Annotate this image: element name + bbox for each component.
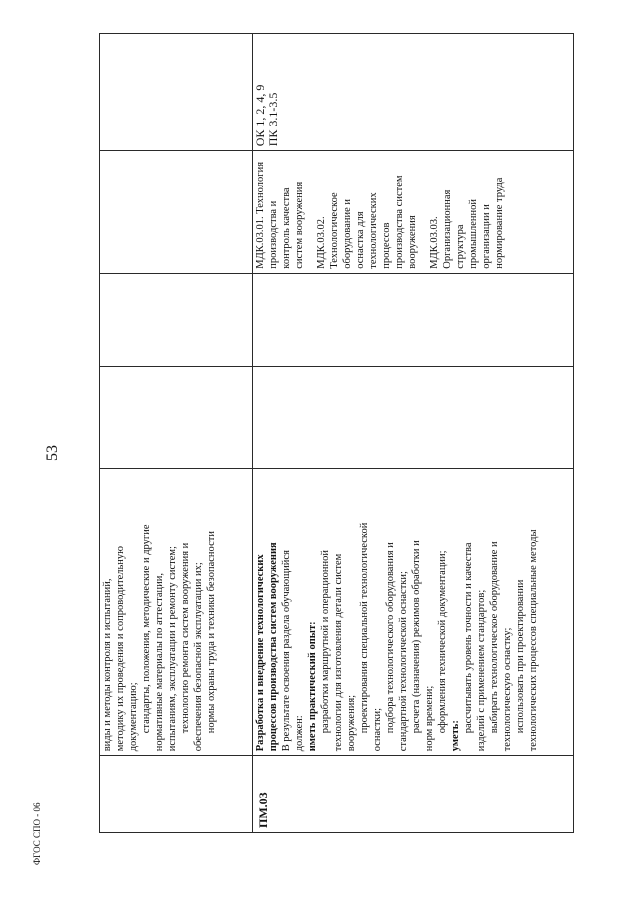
mdk-line: МДК.03.03. <box>429 216 440 269</box>
content-line: использовать при проектировании <box>515 579 526 734</box>
empty-cell <box>253 367 574 468</box>
content-cell <box>100 468 253 756</box>
mdk-cell <box>100 151 253 274</box>
mdk-line: Организационная <box>442 189 453 269</box>
mdk-line: систем вооружения <box>294 181 305 269</box>
content-line: изделий с применением стандартов; <box>476 589 487 752</box>
mdk-line: процессов <box>381 222 392 269</box>
mdk-line: промышленной <box>468 199 479 269</box>
mdk-line: контроль качества <box>281 187 292 269</box>
footer-code: ФГОС СПО - 06 <box>32 802 42 865</box>
module-title-line: процессов производства систем вооружения <box>268 542 279 752</box>
mdk-line: оснастка для <box>355 211 366 269</box>
empty-cell <box>100 273 253 367</box>
code-cell <box>100 756 253 833</box>
competence-cell <box>100 34 253 151</box>
table-row <box>253 34 574 833</box>
competence-cell <box>253 34 574 151</box>
content-line: виды и методы контроля и испытаний, <box>102 578 113 752</box>
content-line: рассчитывать уровень точности и качества <box>463 542 474 734</box>
content-line: стандартной технологической оснастки; <box>398 571 409 752</box>
content-line: документацию; <box>128 682 139 752</box>
content-heading: уметь: <box>450 720 461 752</box>
mdk-line: оборудование и <box>342 198 353 269</box>
mdk-line: структура <box>455 224 466 269</box>
content-line: должен: <box>294 715 305 752</box>
content-line: испытаниям, эксплуатации и ремонту систем; <box>167 546 178 752</box>
empty-cell <box>253 273 574 367</box>
content-line: расчета (назначения) режимов обработки и <box>411 540 422 734</box>
mdk-cell <box>253 151 574 274</box>
mdk-line: Технологическое <box>329 192 340 269</box>
curriculum-table <box>99 33 573 833</box>
content-line: технологию ремонта систем вооружения и <box>180 542 191 734</box>
mdk-line: нормирование труда <box>494 177 505 269</box>
competence-line: ОК 1, 2, 4, 9 <box>253 84 267 147</box>
content-line: нормы охраны труда и техники безопасности <box>206 531 217 734</box>
content-line: выбирать технологическое оборудование и <box>489 541 500 734</box>
empty-cell <box>100 367 253 468</box>
content-line: вооружения; <box>346 694 357 752</box>
content-line: обеспечения безопасной эксплуатации их; <box>193 562 204 752</box>
content-line: проектирования специальной технологической <box>359 522 370 734</box>
mdk-line: организации и <box>481 204 492 269</box>
content-line: технологических процессов специальные методы <box>528 529 539 752</box>
mdk-line: МДК.03.02. <box>316 216 327 269</box>
mdk-line: производства и <box>268 200 279 269</box>
mdk-line: вооружения <box>407 215 418 269</box>
content-line: нормативные материалы по аттестации, <box>154 572 165 752</box>
content-line: оформления технической документации; <box>437 550 448 734</box>
content-line: разработки маршрутной и операционной <box>320 550 331 734</box>
mdk-line: МДК.03.01. Технология <box>255 161 266 269</box>
page-number: 53 <box>44 445 61 461</box>
competence-line: ПК 3.1-3.5 <box>266 92 280 147</box>
module-code: ПМ.03 <box>253 756 574 833</box>
module-title-line: Разработка и внедрение технологических <box>255 554 266 752</box>
mdk-line: производства систем <box>394 175 405 269</box>
mdk-line: технологических <box>368 192 379 269</box>
content-line: стандарты, положения, методические и другие <box>141 524 152 734</box>
content-line: подбора технологического оборудования и <box>385 542 396 734</box>
content-line: оснастки; <box>372 707 383 752</box>
content-line: технологическую оснастку; <box>502 627 513 752</box>
table-row <box>100 34 253 833</box>
content-line: В результате освоения раздела обучающийся <box>281 550 292 752</box>
content-line: норм времени; <box>424 685 435 752</box>
content-heading: иметь практический опыт: <box>307 621 318 752</box>
content-cell <box>253 468 574 756</box>
content-line: методику их проведения и сопроводительную <box>115 546 126 752</box>
content-line: технологии для изготовления детали систем <box>333 553 344 752</box>
